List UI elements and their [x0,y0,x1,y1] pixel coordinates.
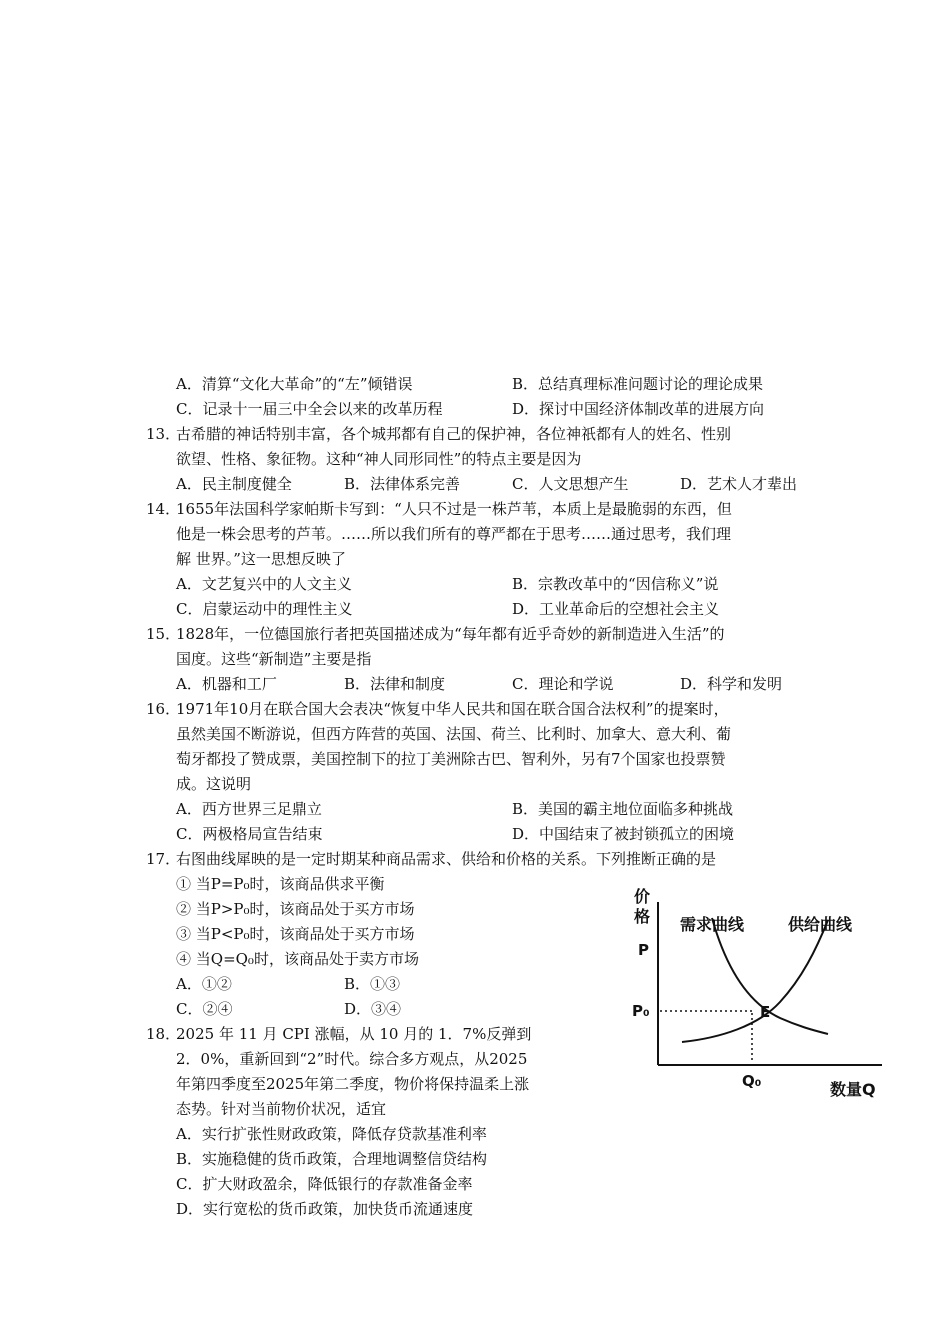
q13-option-c[interactable]: C．人文思想产生 [512,475,629,493]
q17-item-4: ④ 当Q=Q₀时，该商品处于卖方市场 [176,950,419,968]
q18-option-d[interactable]: D．实行宽松的货币政策，加快货币流通速度 [176,1200,474,1218]
q17-option-d[interactable]: D．③④ [344,1000,402,1018]
q17-item-1: ① 当P=P₀时，该商品供求平衡 [176,875,385,893]
q16-stem-3: 萄牙都投了赞成票，美国控制下的拉丁美洲除古巴、智利外，另有7个国家也投票赞 [176,750,726,768]
q14-option-b[interactable]: B．宗教改革中的“因信称义”说 [512,575,719,593]
q16-stem-2: 虽然美国不断游说，但西方阵营的英国、法国、荷兰、比利时、加拿大、意大利、葡 [176,725,732,743]
q13-option-d[interactable]: D．艺术人才辈出 [680,475,798,493]
q15-option-a[interactable]: A．机器和工厂 [176,675,277,693]
q18-option-c[interactable]: C．扩大财政盈余，降低银行的存款准备金率 [176,1175,473,1193]
q13-number: 13． [146,425,181,443]
q14-option-c[interactable]: C．启蒙运动中的理性主义 [176,600,353,618]
q14-stem-2: 他是一株会思考的芦苇。……所以我们所有的尊严都在于思考……通过思考，我们理 [176,525,732,543]
supply-curve [682,920,828,1042]
q14-stem-3: 解 世界。”这一思想反映了 [176,550,346,568]
q15-option-b[interactable]: B．法律和制度 [344,675,446,693]
q18-option-b[interactable]: B．实施稳健的货币政策，合理地调整信贷结构 [176,1150,488,1168]
q18-stem-2: 2．0%，重新回到“2”时代。综合多方观点，从2025 [176,1050,528,1068]
q18-option-a[interactable]: A．实行扩张性财政政策，降低存贷款基准利率 [176,1125,487,1143]
q12-option-c[interactable]: C．记录十一届三中全会以来的改革历程 [176,400,443,418]
p0-label: P₀ [632,1002,650,1020]
q12-option-b[interactable]: B．总结真理标准问题讨论的理论成果 [512,375,764,393]
q13-stem-1: 古希腊的神话特别丰富，各个城邦都有自己的保护神，各位神祇都有人的姓名、性别 [176,425,732,443]
q16-number: 16． [146,700,181,718]
supply-demand-graph [620,880,900,1105]
q17-item-2: ② 当P>P₀时，该商品处于买方市场 [176,900,415,918]
demand-curve-label: 需求曲线 [680,915,745,934]
q16-option-c[interactable]: C．两极格局宣告结束 [176,825,323,843]
q16-stem-1: 1971年10月在联合国大会表决“恢复中华人民共和国在联合国合法权利”的提案时， [176,700,729,718]
q15-stem-2: 国度。这些“新制造”主要是指 [176,650,372,668]
q17-item-3: ③ 当P<P₀时，该商品处于买方市场 [176,925,415,943]
supply-curve-label: 供给曲线 [788,915,853,934]
q17-stem: 右图曲线犀映的是一定时期某种商品需求、供给和价格的关系。下列推断正确的是 [176,850,717,868]
q18-stem-3: 年第四季度至2025年第二季度，物价将保持温柔上涨 [176,1075,530,1093]
q12-option-d[interactable]: D．探讨中国经济体制改革的进展方向 [512,400,765,418]
y-axis-label-1: 价 [634,887,651,906]
e-label: E [760,1003,771,1021]
y-axis-label-2: 格 [634,907,651,926]
q16-option-b[interactable]: B．美国的霸主地位面临多种挑战 [512,800,734,818]
q0-label: Q₀ [742,1072,762,1090]
q16-stem-4: 成。这说明 [176,775,252,793]
q13-option-b[interactable]: B．法律体系完善 [344,475,461,493]
q15-option-c[interactable]: C．理论和学说 [512,675,614,693]
q15-number: 15． [146,625,181,643]
q17-option-b[interactable]: B．①③ [344,975,401,993]
q18-stem-4: 态势。针对当前物价状况，适宜 [176,1100,387,1118]
q12-option-a[interactable]: A．清算“文化大革命”的“左”倾错误 [176,375,413,393]
q17-option-c[interactable]: C．②④ [176,1000,233,1018]
p-label: P [638,941,649,959]
q14-option-d[interactable]: D．工业革命后的空想社会主义 [512,600,720,618]
q14-stem-1: 1655年法国科学家帕斯卡写到：“人只不过是一株芦苇，本质上是最脆弱的东西，但 [176,500,732,518]
q14-number: 14． [146,500,181,518]
q18-stem-1: 2025 年 11 月 CPI 涨幅，从 10 月的 1．7%反弹到 [176,1025,532,1043]
q17-option-a[interactable]: A．①② [176,975,232,993]
x-axis-label: 数量Q [830,1080,876,1099]
q13-option-a[interactable]: A．民主制度健全 [176,475,292,493]
q14-option-a[interactable]: A．文艺复兴中的人文主义 [176,575,352,593]
q15-option-d[interactable]: D．科学和发明 [680,675,783,693]
q16-option-d[interactable]: D．中国结束了被封锁孤立的困境 [512,825,735,843]
q15-stem-1: 1828年，一位德国旅行者把英国描述成为“每年都有近乎奇妙的新制造进入生活”的 [176,625,725,643]
q17-number: 17． [146,850,181,868]
q13-stem-2: 欲望、性格、象征物。这种“神人同形同性”的特点主要是因为 [176,450,582,468]
q16-option-a[interactable]: A．西方世界三足鼎立 [176,800,322,818]
q18-number: 18． [146,1025,181,1043]
